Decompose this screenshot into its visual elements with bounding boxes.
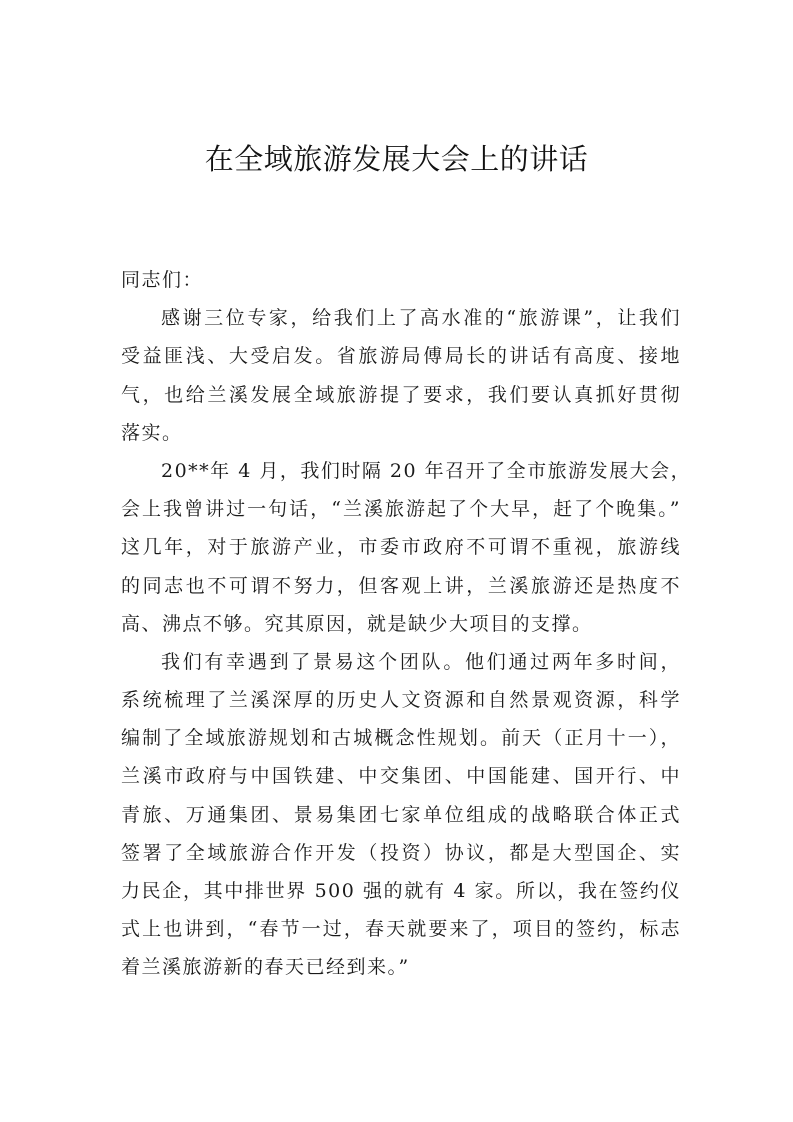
paragraph-line: 会上我曾讲过一句话，“兰溪旅游起了个大早，赶了个晚集。” — [121, 498, 681, 521]
paragraph-line: 着兰溪旅游新的春天已经到来。” — [121, 956, 410, 979]
paragraph-line: 高、沸点不够。究其原因，就是缺少大项目的支撑。 — [121, 612, 593, 635]
paragraph-1 — [121, 299, 681, 452]
paragraph-3 — [121, 643, 681, 987]
paragraph-line: 受益匪浅、大受启发。省旅游局傅局长的讲话有高度、接地 — [121, 345, 681, 368]
paragraph-line: 气，也给兰溪发展全域旅游提了要求，我们要认真抓好贯彻 — [121, 383, 681, 406]
paragraph-line: 落实。 — [121, 421, 183, 444]
salutation: 同志们： — [121, 269, 204, 291]
paragraph-line: 的同志也不可谓不努力，但客观上讲，兰溪旅游还是热度不 — [121, 574, 681, 597]
paragraph-line: 这几年，对于旅游产业，市委市政府不可谓不重视，旅游线 — [121, 536, 681, 559]
paragraph-line: 我们有幸遇到了景易这个团队。他们通过两年多时间， — [161, 650, 681, 673]
document-body — [121, 261, 692, 987]
paragraph-2 — [121, 452, 692, 643]
paragraph-line: 签署了全域旅游合作开发（投资）协议，都是大型国企、实 — [121, 841, 681, 864]
paragraph-line: 感谢三位专家，给我们上了高水准的“旅游课”，让我们 — [161, 307, 681, 330]
paragraph-line: 兰溪市政府与中国铁建、中交集团、中国能建、国开行、中 — [121, 765, 681, 788]
paragraph-line: 力民企，其中排世界 500 强的就有 4 家。所以，我在签约仪 — [121, 880, 681, 902]
paragraph-line: 青旅、万通集团、景易集团七家单位组成的战略联合体正式 — [121, 803, 681, 826]
document-title: 在全域旅游发展大会上的讲话 — [204, 142, 589, 176]
paragraph-line: 编制了全域旅游规划和古城概念性规划。前天（正月十一）， — [121, 727, 681, 750]
paragraph-line: 20**年 4 月，我们时隔 20 年召开了全市旅游发展大会， — [161, 459, 692, 482]
paragraph-line: 式上也讲到，“春节一过，春天就要来了，项目的签约，标志 — [121, 918, 681, 941]
paragraph-line: 系统梳理了兰溪深厚的历史人文资源和自然景观资源，科学 — [121, 689, 681, 712]
